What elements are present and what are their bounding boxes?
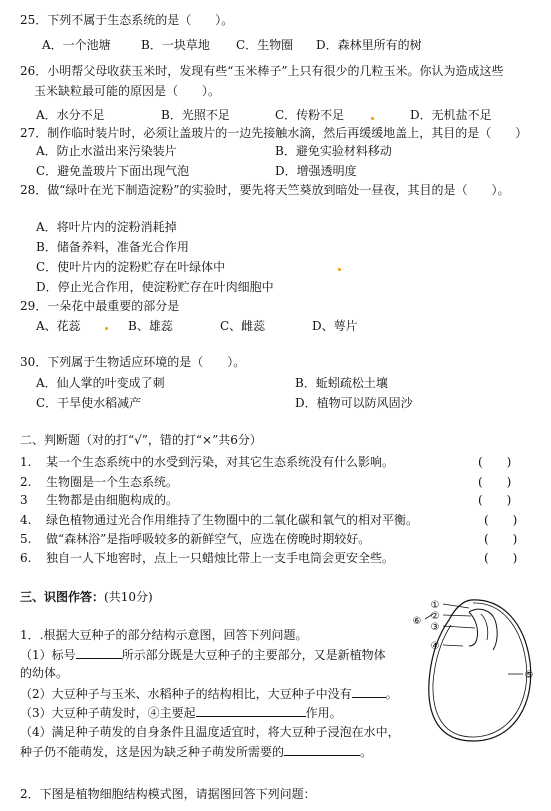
answer-blank[interactable] (284, 743, 360, 756)
q29-option-d: D、萼片 (312, 319, 358, 333)
tf-item-text: 做“森林浴”是指呼吸较多的新鲜空气，应选在傍晚时期较好。 (46, 532, 371, 546)
q26-option-c: C．传粉不足 (275, 108, 345, 122)
embryo-plumule (469, 609, 497, 650)
q29-option-b: B、雄蕊 (128, 319, 173, 333)
q27-option-d: D．增强透明度 (275, 164, 357, 178)
q1-part1-suffix: 所示部分既是大豆种子的主要部分，又是新植物体 (121, 648, 386, 662)
tf-item-text: 生物圈是一个生态系统。 (46, 475, 179, 489)
q27-option-a: A．防止水溢出来污染装片 (36, 144, 177, 158)
orange-dot-mark (338, 268, 341, 271)
q26-stem-line1: 26．小明帮父母收获玉米时，发现有些“玉米棒子”上只有很少的几粒玉米。你认为造成这些 (20, 64, 504, 78)
soybean-seed-diagram (403, 594, 543, 744)
q28-stem: 28．做“绿叶在光下制造淀粉”的实验时，要先将天竺葵放到暗处一昼夜，其目的是（ ）。 (20, 183, 510, 197)
q29-option-a: A、花蕊 (36, 319, 81, 333)
section3-score: (共10分) (104, 590, 153, 604)
section3-title (20, 589, 153, 605)
diagram-label-6: ⑥ (412, 616, 422, 627)
q1-part1-cont: 的幼体。 (20, 666, 69, 680)
q1-intro: 1．.根据大豆种子的部分结构示意图，回答下列问题。 (20, 628, 308, 642)
diagram-label-4: ④ (430, 641, 440, 652)
q1-part2-prefix: （2）大豆种子与玉米、水稻种子的结构相比，大豆种子中没有 (20, 687, 352, 701)
tf-item-text: 生物都是由细胞构成的。 (46, 493, 179, 507)
answer-blank[interactable] (76, 646, 122, 659)
tf-answer-paren[interactable]: ( ) (484, 551, 518, 565)
diagram-label-2: ② (430, 611, 440, 622)
q28-option-a: A．将叶片内的淀粉消耗掉 (36, 220, 177, 234)
q27-stem: 27．制作临时装片时，必须让盖玻片的一边先接触水滴，然后再缓缓地盖上，其目的是（ ） (20, 126, 528, 140)
tf-item-text: 独自一人下地窖时，点上一只蜡烛比带上一支手电筒会更安全些。 (46, 551, 395, 565)
q1-part3-prefix: （3）大豆种子萌发时，④主要起 (20, 706, 196, 720)
tf-item-text: 绿色植物通过光合作用维持了生物圈中的二氧化碳和氧气的相对平衡。 (46, 513, 419, 527)
q1-part1-prefix: （1）标号 (20, 648, 76, 662)
q28-option-c: C．使叶片内的淀粉贮存在叶绿体中 (36, 260, 226, 274)
tf-item-number: 4. (20, 513, 32, 527)
embryo-radicle (469, 612, 478, 646)
q25-option-d: D．森林里所有的树 (316, 38, 422, 52)
q1-part4-cont (20, 743, 372, 760)
q30-stem: 30．下列属于生物适应环境的是（ ）。 (20, 355, 246, 369)
tf-item-text: 某一个生态系统中的水受到污染，对其它生态系统没有什么影响。 (46, 455, 395, 469)
tf-item-number: 6. (20, 551, 32, 565)
q27-option-c: C．避免盖玻片下面出现气泡 (36, 164, 190, 178)
seed-outline (429, 600, 531, 741)
tf-item-number: 2. (20, 475, 32, 489)
q26-option-d: D．无机盐不足 (410, 108, 492, 122)
q1-part4: （4）满足种子萌发的自身条件且温度适宜时，将大豆种子浸泡在水中， (20, 725, 400, 739)
tf-answer-paren[interactable]: ( ) (484, 513, 518, 527)
tf-answer-paren[interactable]: ( ) (478, 475, 512, 489)
answer-blank[interactable] (352, 685, 386, 698)
tf-answer-paren[interactable]: ( ) (484, 532, 518, 546)
q25-option-a: A．一个池塘 (42, 38, 111, 52)
q25-stem: 25．下列不属于生态系统的是（ ）。 (20, 13, 234, 27)
tf-item-number: 3 (20, 493, 28, 507)
q28-option-b: B．储备养料，准备光合作用 (36, 240, 189, 254)
q30-option-d: D．植物可以防风固沙 (295, 396, 413, 410)
q26-option-b: B．光照不足 (161, 108, 230, 122)
q1-part1 (20, 646, 386, 663)
q29-stem: 29．一朵花中最重要的部分是 (20, 299, 180, 313)
q26-option-a: A．水分不足 (36, 108, 105, 122)
q28-option-d: D．停止光合作用，使淀粉贮存在叶肉细胞中 (36, 280, 274, 294)
diagram-label-5: ⑤ (524, 670, 534, 681)
q29-option-c: C、雌蕊 (220, 319, 266, 333)
tf-item-number: 5. (20, 532, 32, 546)
tf-answer-paren[interactable]: ( ) (478, 493, 512, 507)
q26-stem-line2: 玉米缺粒最可能的原因是（ ）。 (34, 84, 221, 98)
q1-part3-suffix: 作用。 (305, 706, 342, 720)
tf-item-number: 1. (20, 455, 32, 469)
diagram-label-3: ③ (430, 622, 440, 633)
q25-option-c: C．生物圈 (236, 38, 294, 52)
q1-part2-suffix: 。 (385, 687, 398, 701)
q1-part4-prefix: 种子仍不能萌发，这是因为缺乏种子萌发所需要的 (20, 745, 285, 759)
orange-dot-mark (105, 327, 108, 330)
q25-option-b: B．一块草地 (141, 38, 210, 52)
q27-option-b: B．避免实验材料移动 (275, 144, 392, 158)
q30-option-b: B．蚯蚓疏松土壤 (295, 376, 388, 390)
q30-option-c: C．干旱使水稻减产 (36, 396, 142, 410)
answer-blank[interactable] (196, 704, 306, 717)
q1-part4-suffix: 。 (360, 745, 373, 759)
orange-dot-mark (371, 117, 374, 120)
q1-part3 (20, 704, 342, 721)
tf-answer-paren[interactable]: ( ) (478, 455, 512, 469)
section3-title-text: 三、识图作答： (20, 590, 105, 604)
q30-option-a: A．仙人掌的叶变成了刺 (36, 376, 165, 390)
section2-title: 二、判断题（对的打“√”，错的打“×”共6分） (20, 433, 262, 447)
diagram-label-1: ① (430, 600, 440, 611)
q2-intro: 2．下图是植物细胞结构模式图，请据图回答下列问题： (20, 787, 316, 801)
q1-part2 (20, 685, 398, 702)
